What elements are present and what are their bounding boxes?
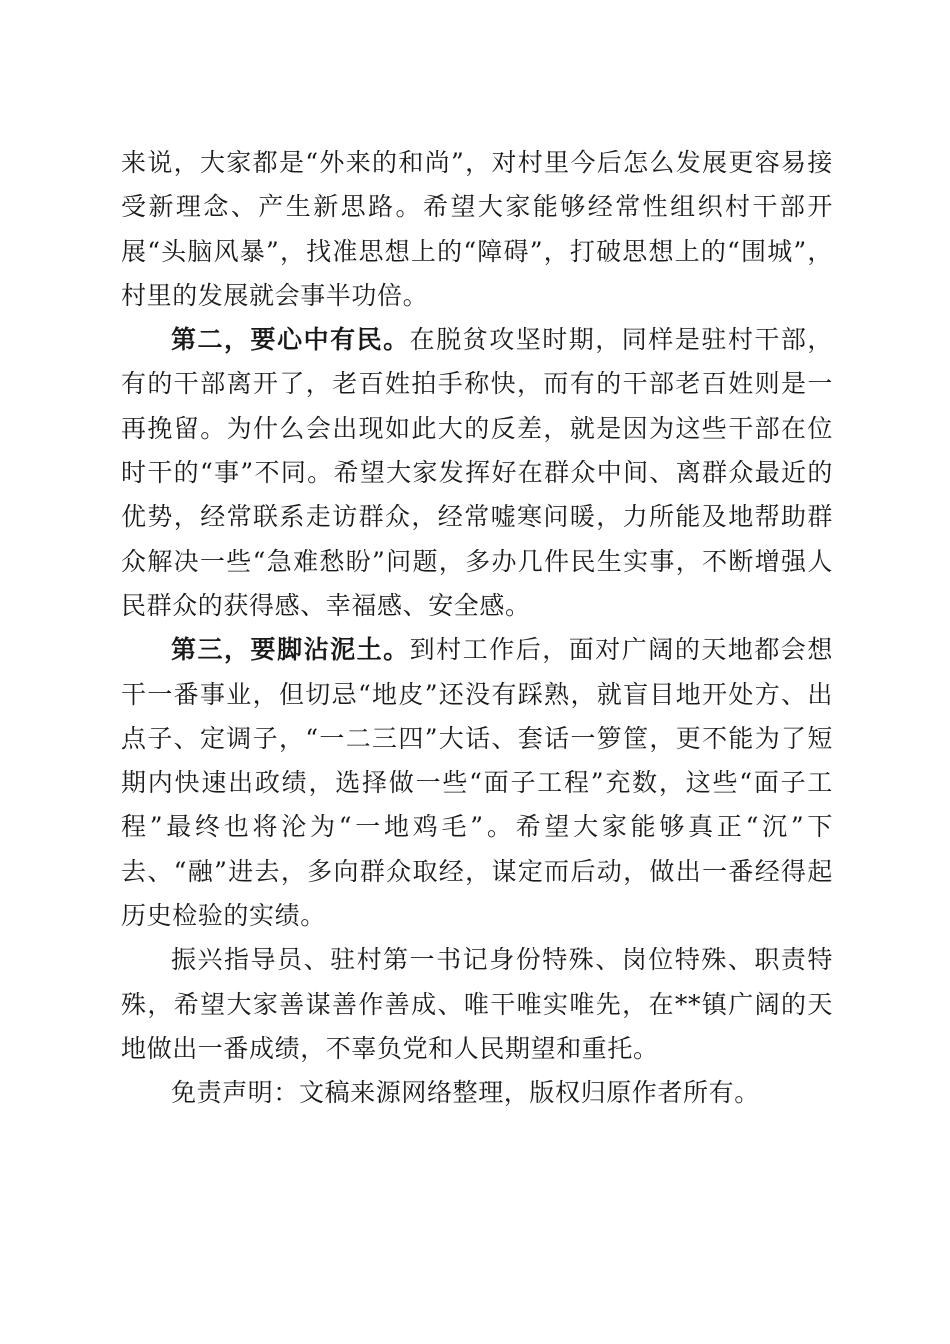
paragraph-third-point (121, 628, 833, 938)
document-body (121, 141, 833, 1116)
disclaimer-text: 免责声明：文稿来源网络整理，版权归原作者所有。 (171, 1078, 760, 1108)
paragraph-lead: 第三，要脚沾泥土。 (171, 635, 410, 665)
paragraph-conclusion (121, 938, 833, 1071)
paragraph-second-point (121, 318, 833, 628)
paragraph-text: 到村工作后，面对广阔的天地都会想干一番事业，但切忌“地皮”还没有踩熟，就盲目地开处方、出点子、定调子，“一二三四”大话、套话一箩筐，更不能为了短期内快速出政绩，选择做一些“面子工程”充数，这些“面子工程”最终也将沦为“一地鸡毛”。希望大家能够真正“沉”下去、“融”进去，多向群众取经，谋定而后动，做出一番经得起历史检验的实绩。 (121, 635, 833, 931)
disclaimer (121, 1071, 833, 1115)
paragraph-text: 振兴指导员、驻村第一书记身份特殊、岗位特殊、职责特殊，希望大家善谋善作善成、唯干唯实唯先，在**镇广阔的天地做出一番成绩，不辜负党和人民期望和重托。 (121, 945, 833, 1063)
paragraph-lead: 第二，要心中有民。 (171, 325, 410, 355)
paragraph-text: 在脱贫攻坚时期，同样是驻村干部，有的干部离开了，老百姓拍手称快，而有的干部老百姓则是一再挽留。为什么会出现如此大的反差，就是因为这些干部在位时干的“事”不同。希望大家发挥好在群众中间、离群众最近的优势，经常联系走访群众，经常嘘寒问暖，力所能及地帮助群众解决一些“急难愁盼”问题，多办几件民生实事，不断增强人民群众的获得感、幸福感、安全感。 (121, 325, 833, 620)
paragraph-text: 来说，大家都是“外来的和尚”，对村里今后怎么发展更容易接受新理念、产生新思路。希望大家能够经常性组织村干部开展“头脑风暴”，找准思想上的“障碍”，打破思想上的“围城”，村里的发展就会事半功倍。 (121, 148, 833, 310)
paragraph-continuation (121, 141, 833, 318)
